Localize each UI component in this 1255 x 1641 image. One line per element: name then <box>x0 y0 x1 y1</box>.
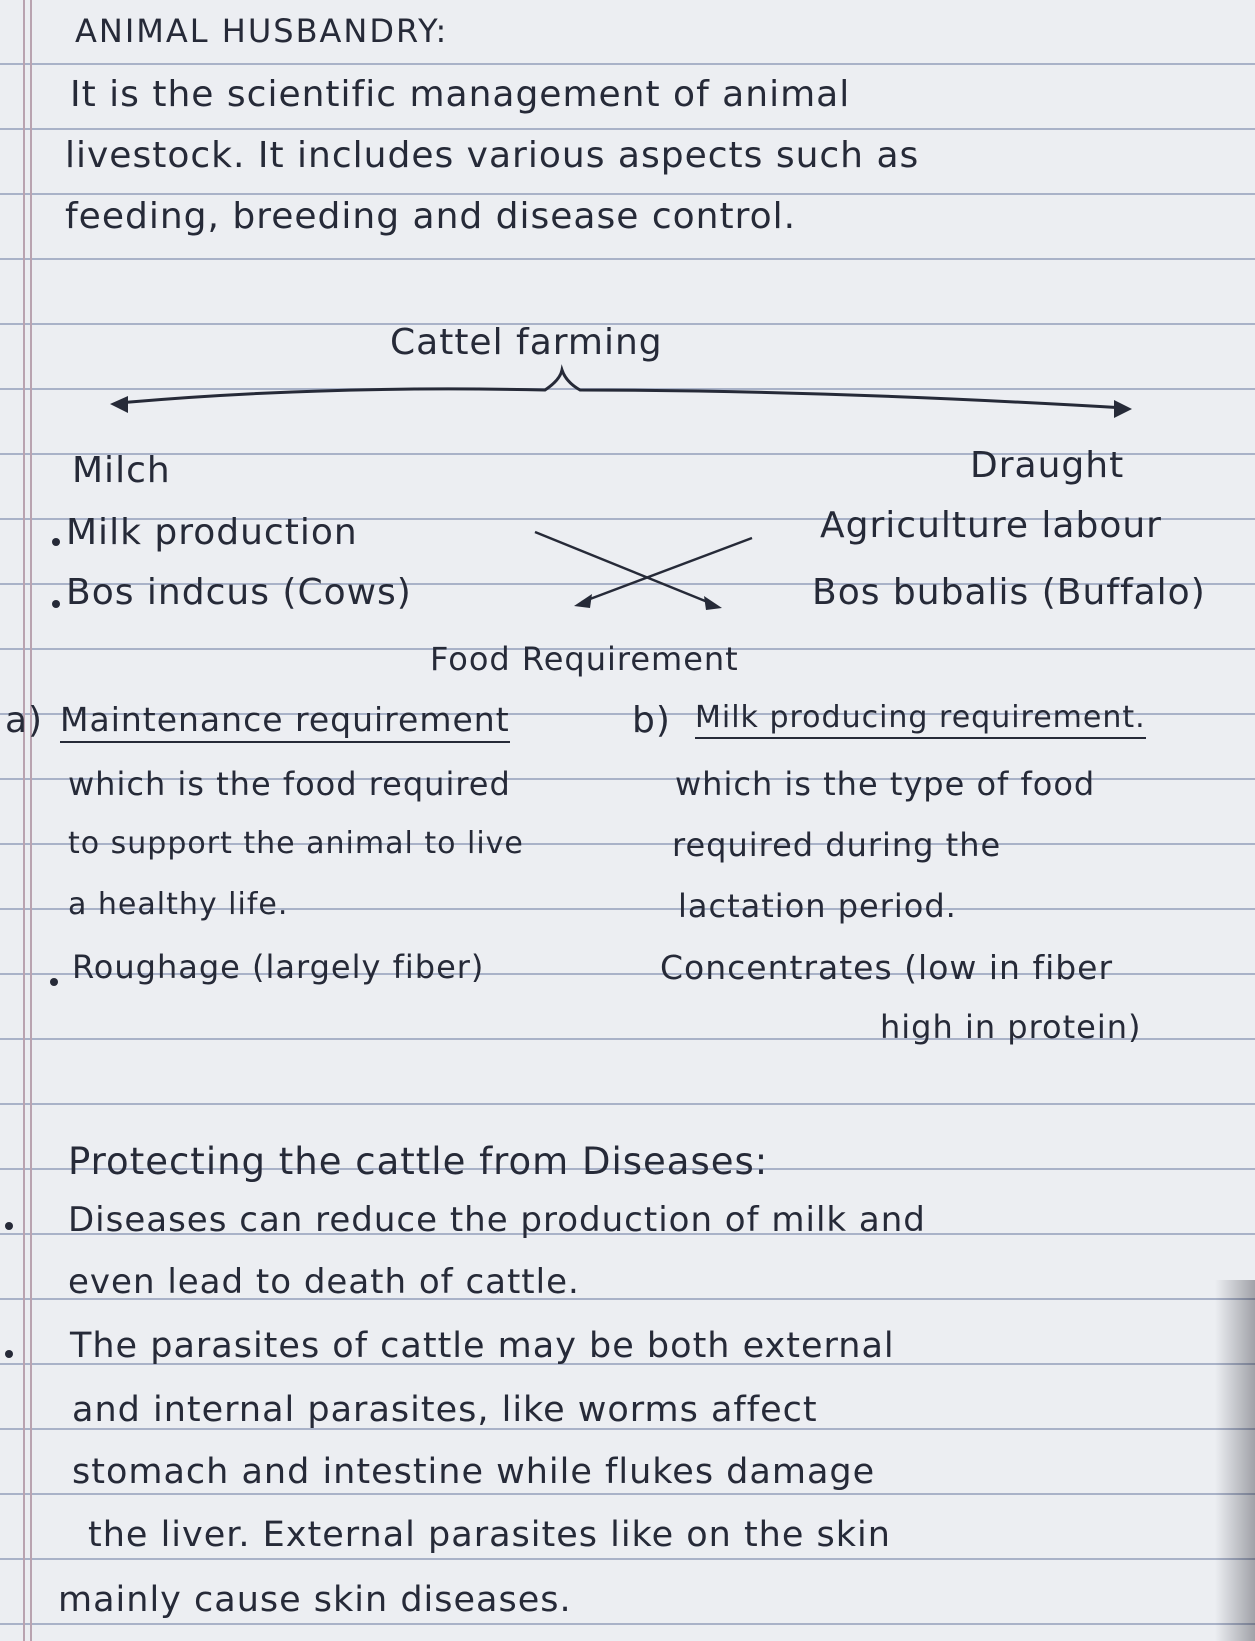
draught-item: Agriculture labour <box>820 505 1162 546</box>
food-title: Food Requirement <box>430 640 739 678</box>
item-label: b) <box>632 700 671 741</box>
bullet <box>50 978 58 986</box>
milk-producing-text: required during the <box>672 826 1002 864</box>
milch-item: Bos indcus (Cows) <box>66 572 412 613</box>
parasites-text: the liver. External parasites like on the skin <box>88 1515 891 1555</box>
disease-text: Diseases can reduce the production of milk and <box>68 1200 926 1240</box>
page-title: ANIMAL HUSBANDRY: <box>75 12 449 50</box>
item-label: a) <box>5 700 44 741</box>
milk-producing-heading: Milk producing requirement. <box>695 700 1146 739</box>
milch-heading: Milch <box>72 450 171 491</box>
intro-line: livestock. It includes various aspects such as <box>65 135 920 176</box>
milk-producing-text: lactation period. <box>678 887 957 925</box>
intro-line: It is the scientific management of animal <box>70 74 851 115</box>
maintenance-text: a healthy life. <box>68 887 289 922</box>
parasites-text: The parasites of cattle may be both external <box>70 1326 895 1366</box>
bullet <box>52 600 60 608</box>
concentrates-text: high in protein) <box>880 1008 1142 1046</box>
parasites-text: stomach and intestine while flukes damage <box>72 1452 876 1492</box>
concentrates-text: Concentrates (low in fiber <box>660 948 1114 987</box>
intro-line: feeding, breeding and disease control. <box>65 196 797 237</box>
disease-heading: Protecting the cattle from Diseases: <box>68 1140 769 1183</box>
draught-item: Bos bubalis (Buffalo) <box>812 572 1206 613</box>
disease-text: even lead to death of cattle. <box>68 1262 580 1302</box>
maintenance-heading: Maintenance requirement <box>60 700 510 743</box>
bullet <box>5 1350 13 1358</box>
bullet <box>5 1222 13 1230</box>
milk-producing-text: which is the type of food <box>675 765 1096 803</box>
parasites-text: mainly cause skin diseases. <box>58 1580 572 1620</box>
milch-item: Milk production <box>66 512 358 553</box>
draught-heading: Draught <box>970 445 1125 486</box>
roughage-text: Roughage (largely fiber) <box>72 948 485 986</box>
maintenance-text: to support the animal to live <box>68 826 524 861</box>
parasites-text: and internal parasites, like worms affect <box>72 1390 818 1430</box>
bullet <box>52 538 60 546</box>
maintenance-text: which is the food required <box>68 765 511 803</box>
page-shadow <box>1215 1280 1255 1641</box>
diagram-title: Cattel farming <box>390 322 663 363</box>
